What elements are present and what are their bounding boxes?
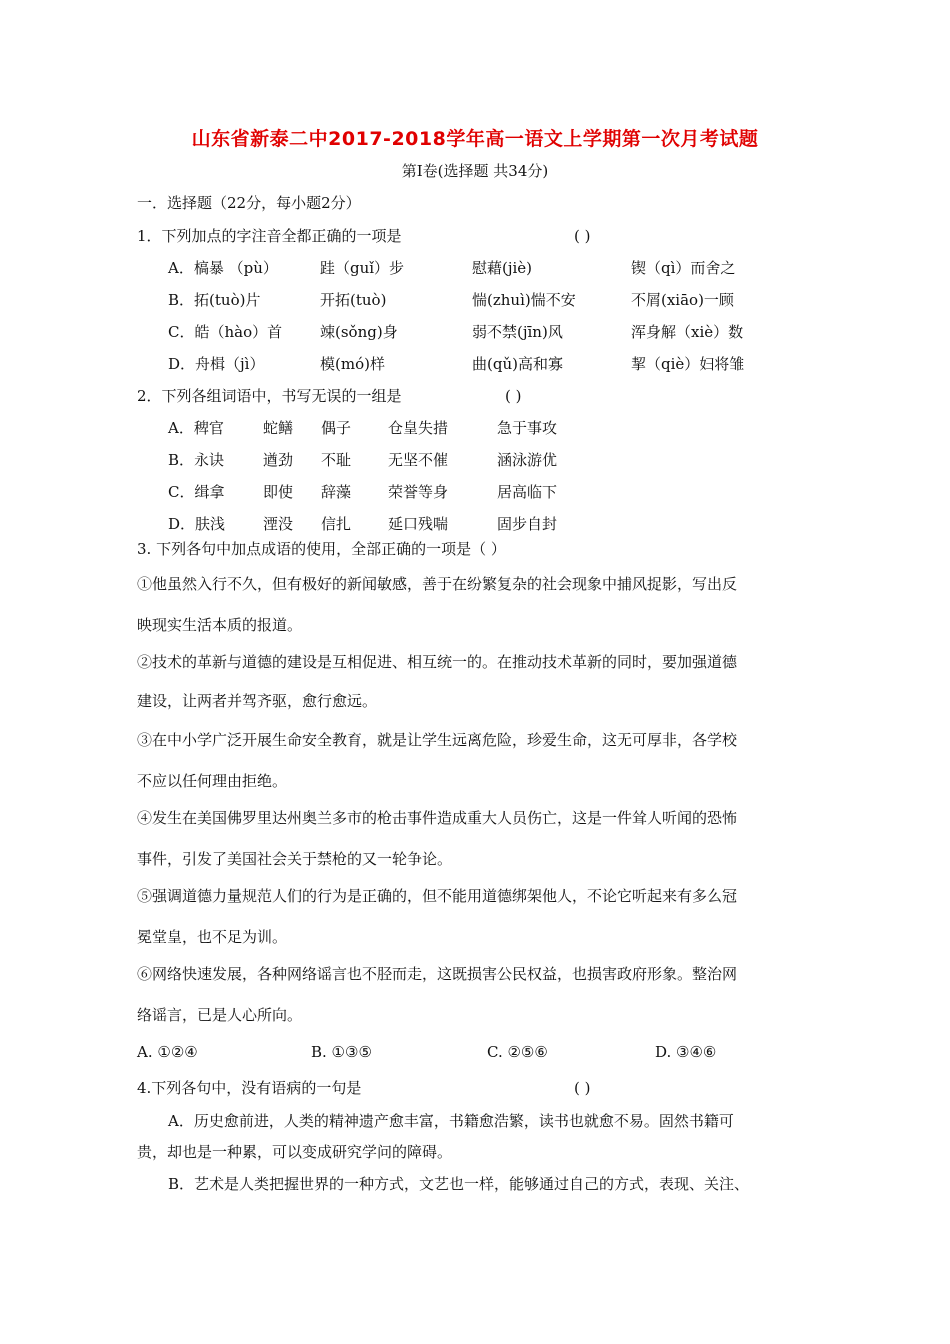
option-cell: 急于事攻 [497, 419, 558, 437]
sentence-line: ②技术的革新与道德的建设是互相促进、相互统一的。在推动技术革新的同时，要加强道德 [137, 653, 738, 671]
answer-option: A. ①②④ [137, 1043, 198, 1061]
option-cell: 信扎 [321, 515, 352, 533]
option-cell: A．槁暴 （pù） [168, 259, 278, 277]
sentence-line: 冕堂皇，也不足为训。 [137, 928, 288, 946]
sentence-line: 映现实生活本质的报道。 [137, 616, 303, 634]
answer-paren: ( ) [574, 1079, 591, 1097]
question-3-stem: 3. 下列各句中加点成语的使用，全部正确的一项是（ ） [137, 540, 506, 558]
sentence-line: 建设，让两者并驾齐驱，愈行愈远。 [137, 692, 378, 710]
option-cell: 涵泳游优 [497, 451, 558, 469]
option-cell: 不耻 [321, 451, 352, 469]
option-cell: D．肤浅 [168, 515, 226, 533]
option-cell: 模(mó)样 [320, 355, 385, 373]
page-title: 山东省新泰二中2017-2018学年高一语文上学期第一次月考试题 [191, 128, 759, 150]
section-label: 一．选择题（22分，每小题2分） [137, 194, 361, 212]
answer-paren: ( ) [505, 387, 522, 405]
sentence-line: ③在中小学广泛开展生命安全教育，就是让学生远离危险，珍爱生命，这无可厚非，各学校 [137, 731, 738, 749]
option-cell: 竦(sǒng)身 [320, 323, 398, 341]
option-cell: 遒劲 [263, 451, 294, 469]
answer-option: C. ②⑤⑥ [487, 1043, 548, 1061]
option-cell: 跬（guǐ）步 [320, 259, 405, 277]
option-cell: D．舟楫（jì） [168, 355, 265, 373]
option-cell: B．拓(tuò)片 [168, 291, 261, 309]
option-cell: 仓皇失措 [388, 419, 449, 437]
option-cell: 慰藉(jiè) [472, 259, 533, 277]
sentence-line: 络谣言，已是人心所向。 [137, 1006, 303, 1024]
option-cell: 荣誉等身 [388, 483, 449, 501]
option-text: 贵，却也是一种累，可以变成研究学问的障碍。 [137, 1143, 453, 1161]
answer-option: B. ①③⑤ [311, 1043, 372, 1061]
option-cell: C．缉拿 [168, 483, 225, 501]
option-cell: C．皓（hào）首 [168, 323, 283, 341]
option-text: A．历史愈前进，人类的精神遗产愈丰富，书籍愈浩繁，读书也就愈不易。固然书籍可 [168, 1112, 734, 1130]
option-cell: B．永诀 [168, 451, 225, 469]
option-cell: 曲(qǔ)高和寡 [472, 355, 563, 373]
option-cell: 固步自封 [497, 515, 558, 533]
sentence-line: ⑥网络快速发展，各种网络谣言也不胫而走，这既损害公民权益，也损害政府形象。整治网 [137, 965, 738, 983]
option-cell: 居高临下 [497, 483, 558, 501]
option-cell: 湮没 [263, 515, 294, 533]
sentence-line: ①他虽然入行不久，但有极好的新闻敏感，善于在纷繁复杂的社会现象中捕风捉影，写出反 [137, 575, 738, 593]
sentence-line: 事件，引发了美国社会关于禁枪的又一轮争论。 [137, 850, 453, 868]
option-cell: 锲（qì）而舍之 [631, 259, 736, 277]
option-cell: 开拓(tuò) [320, 291, 387, 309]
option-cell: 延口残喘 [388, 515, 449, 533]
question-2-stem: 2．下列各组词语中，书写无误的一组是 [137, 387, 402, 405]
sentence-line: ⑤强调道德力量规范人们的行为是正确的，但不能用道德绑架他人，不论它听起来有多么冠 [137, 887, 738, 905]
option-cell: 弱不禁(jīn)风 [472, 323, 563, 341]
option-cell: 即使 [263, 483, 294, 501]
option-text: B．艺术是人类把握世界的一种方式，文艺也一样，能够通过自己的方式，表现、关注、 [168, 1175, 750, 1193]
option-cell: 挈（qiè）妇将雏 [631, 355, 745, 373]
answer-paren: ( ) [574, 227, 591, 245]
question-4-stem: 4.下列各句中，没有语病的一句是 [137, 1079, 362, 1097]
question-1-stem: 1．下列加点的字注音全都正确的一项是 [137, 227, 402, 245]
option-cell: 无坚不催 [388, 451, 449, 469]
option-cell: A．稗官 [168, 419, 224, 437]
section-heading: 第Ⅰ卷(选择题 共34分) [401, 162, 549, 180]
answer-option: D. ③④⑥ [655, 1043, 717, 1061]
option-cell: 偶子 [321, 419, 352, 437]
sentence-line: ④发生在美国佛罗里达州奥兰多市的枪击事件造成重大人员伤亡，这是一件耸人听闻的恐怖 [137, 809, 738, 827]
sentence-line: 不应以任何理由拒绝。 [137, 772, 288, 790]
option-cell: 浑身解（xiè）数 [631, 323, 744, 341]
option-cell: 蛇鳝 [263, 419, 294, 437]
option-cell: 惴(zhuì)惴不安 [472, 291, 576, 309]
option-cell: 辞藻 [321, 483, 352, 501]
option-cell: 不屑(xiāo)一顾 [631, 291, 734, 309]
